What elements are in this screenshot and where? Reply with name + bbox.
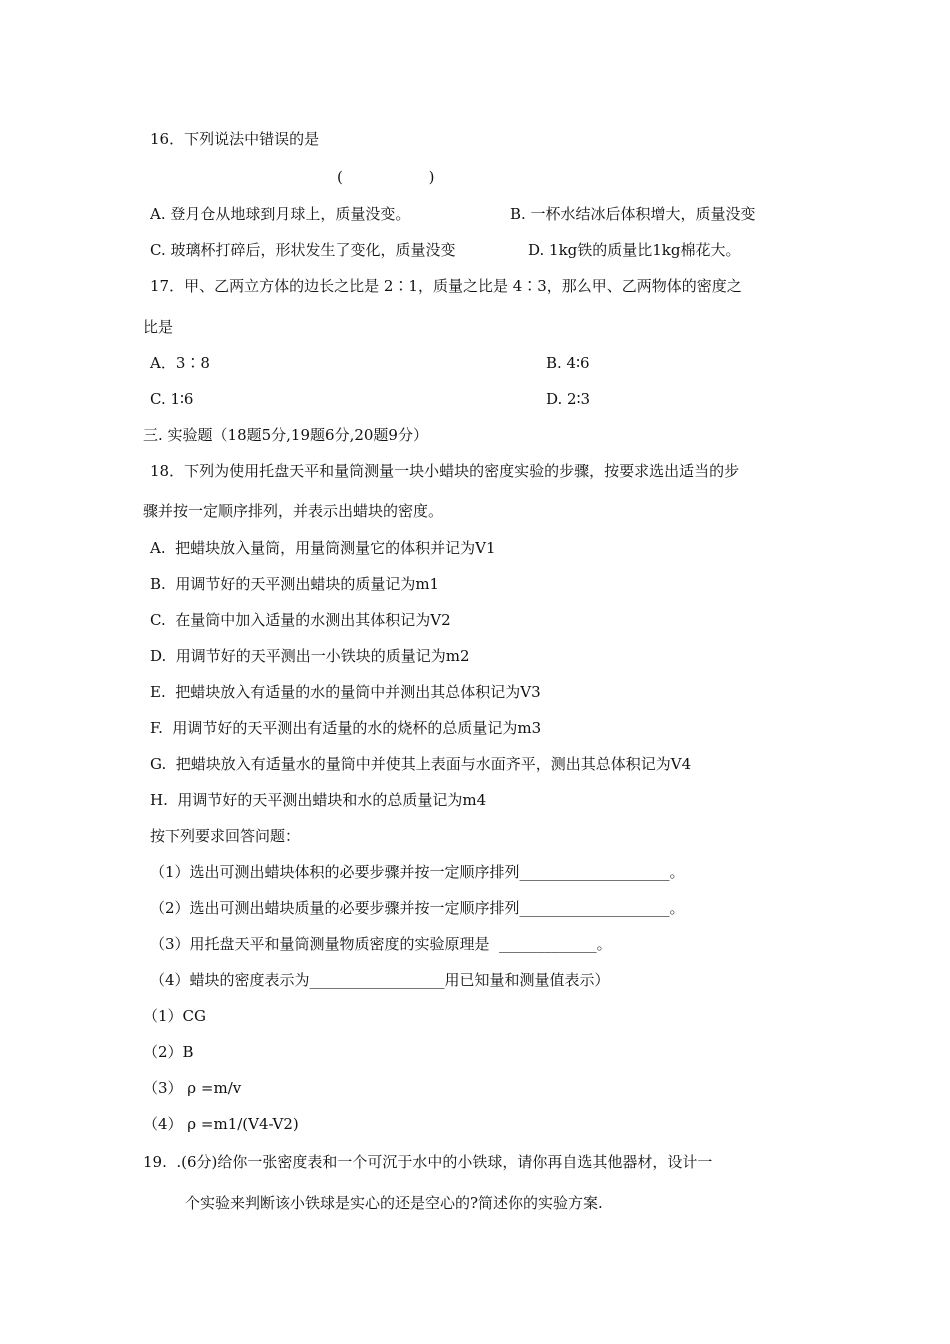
q16-option-a: A. 登月仓从地球到月球上，质量没变。 <box>150 205 411 223</box>
q17-option-d: D. 2∶3 <box>546 390 591 408</box>
q19-stem-cont: 个实验来判断该小铁球是实心的还是空心的?简述你的实验方案. <box>185 1194 603 1212</box>
q17-stem-cont: 比是 <box>143 318 174 336</box>
q18-step-h: H. 用调节好的天平测出蜡块和水的总质量记为m4 <box>150 791 487 809</box>
q18-subq-3: （3）用托盘天平和量筒测量物质密度的实验原理是 _____________。 <box>150 935 612 953</box>
q18-step-b: B. 用调节好的天平测出蜡块的质量记为m1 <box>150 575 440 593</box>
q18-step-a: A. 把蜡块放入量筒，用量筒测量它的体积并记为V1 <box>150 539 496 557</box>
q16-answer-paren: ( ) <box>337 168 435 186</box>
q18-answer-4: （4） ρ =m1/(V4-V2) <box>143 1115 299 1133</box>
q16-stem: 16．下列说法中错误的是 <box>150 130 320 148</box>
q18-subq-1: （1）选出可测出蜡块体积的必要步骤并按一定顺序排列____________________。 <box>150 863 685 881</box>
q18-subq-4: （4）蜡块的密度表示为__________________用已知量和测量值表示） <box>150 971 610 989</box>
q18-step-d: D. 用调节好的天平测出一小铁块的质量记为m2 <box>150 647 470 665</box>
q17-option-c: C. 1∶6 <box>150 390 194 408</box>
q18-answer-3: （3） ρ =m/v <box>143 1079 242 1097</box>
q17-option-a: A．3∶8 <box>150 354 210 372</box>
q18-step-g: G. 把蜡块放入有适量水的量筒中并使其上表面与水面齐平，测出其总体积记为V4 <box>150 755 692 773</box>
q18-step-f: F. 用调节好的天平测出有适量的水的烧杯的总质量记为m3 <box>150 719 542 737</box>
q16-option-b: B. 一杯水结冰后体积增大，质量没变 <box>510 205 756 223</box>
q18-subq-2: （2）选出可测出蜡块质量的必要步骤并按一定顺序排列____________________。 <box>150 899 685 917</box>
q18-step-c: C. 在量筒中加入适量的水测出其体积记为V2 <box>150 611 451 629</box>
q18-answer-1: （1）CG <box>143 1007 207 1025</box>
q18-answer-2: （2）B <box>143 1043 194 1061</box>
q18-stem: 18．下列为使用托盘天平和量筒测量一块小蜡块的密度实验的步骤，按要求选出适当的步 <box>150 462 740 480</box>
section3-heading: 三. 实验题（18题5分,19题6分,20题9分） <box>143 426 428 444</box>
q18-stem-cont: 骤并按一定顺序排列，并表示出蜡块的密度。 <box>143 502 444 520</box>
q19-stem: 19. .(6分)给你一张密度表和一个可沉于水中的小铁球，请你再自选其他器材，设计一 <box>143 1153 713 1171</box>
q18-step-e: E. 把蜡块放入有适量的水的量筒中并测出其总体积记为V3 <box>150 683 541 701</box>
q17-option-b: B. 4∶6 <box>546 354 590 372</box>
q18-prompt: 按下列要求回答问题： <box>150 827 301 845</box>
q16-option-d: D. 1kg铁的质量比1kg棉花大。 <box>528 241 741 259</box>
q17-stem: 17．甲、乙两立方体的边长之比是 2∶1，质量之比是 4∶3，那么甲、乙两物体的密度之 <box>150 277 742 295</box>
q16-option-c: C. 玻璃杯打碎后，形状发生了变化，质量没变 <box>150 241 456 259</box>
